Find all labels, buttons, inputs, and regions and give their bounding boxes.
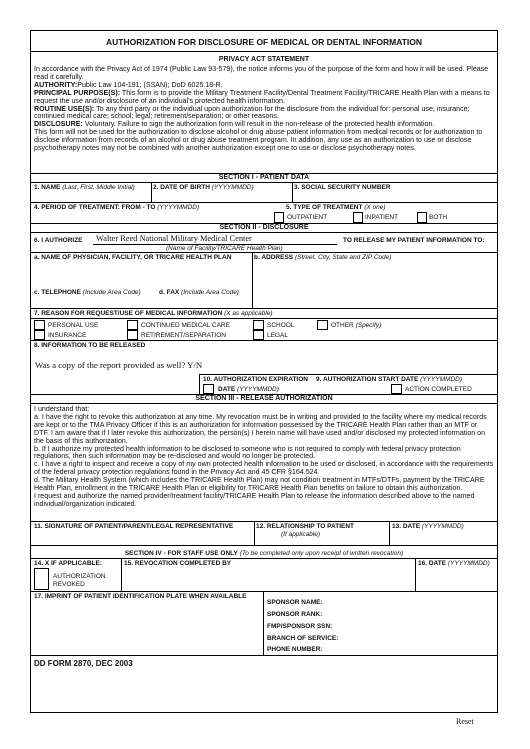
continued-care-checkbox[interactable] [127,320,138,330]
relationship-input[interactable] [257,539,385,544]
terms-request: I request and authorize the named provider/treatment facility/TRICARE Health Plan to release the information described above to the named individual/organization indicated. [34,491,475,508]
imprint-area[interactable] [34,602,259,653]
revoked-checkbox[interactable] [34,568,49,590]
expiration-date-label: DATE (YYYYMMDD) [218,386,279,393]
period-label: 4. PERIOD OF TREATMENT: FROM - TO (YYYYMMDD) [34,204,200,211]
start-date-label: 9. AUTHORIZATION START DATE (YYYYMMDD) [316,376,463,383]
legal-label: LEGAL [267,332,288,339]
branch-label: BRANCH OF SERVICE: [267,635,339,642]
date-16-label: 16. DATE (YYYYMMDD) [418,560,490,567]
reset-button[interactable]: Reset [456,717,474,726]
divider [31,403,497,404]
school-checkbox[interactable] [253,320,264,330]
info-released-label: 8. INFORMATION TO BE RELEASED [34,342,146,349]
purpose-line: PRINCIPAL PURPOSE(S): This form is to provide the Military Treatment Facility/Dental Treatment Facility/TRICARE Health Plan with a means to request the use and/or disclosure of an individual's protected health information. [34,88,490,105]
recipient-name-label: a. NAME OF PHYSICIAN, FACILITY, OR TRICARE HEALTH PLAN [34,254,232,261]
expiration-date-checkbox[interactable] [203,384,214,394]
insurance-checkbox[interactable] [34,330,45,340]
revoked-label: AUTHORIZATION REVOKED [53,573,106,588]
expiration-label: 10. AUTHORIZATION EXPIRATION [203,376,308,383]
form-title: AUTHORIZATION FOR DISCLOSURE OF MEDICAL OR DENTAL INFORMATION [105,37,423,47]
divider [31,521,497,522]
outpatient-label: OUTPATIENT [287,214,328,221]
relationship-label: 12. RELATIONSHIP TO PATIENT [256,523,354,530]
period-input[interactable] [34,213,279,222]
action-completed-label: ACTION COMPLETED [405,386,472,393]
ssn-label: 3. SOCIAL SECURITY NUMBER [294,184,391,191]
divider [199,374,497,375]
insurance-label: INSURANCE [48,332,87,339]
info-released-input[interactable]: Was a copy of the report provided as well? Y/N [35,360,203,370]
inpatient-checkbox[interactable] [353,212,363,223]
date-13-label: 13. DATE (YYYYMMDD) [392,523,464,530]
dob-label: 2. DATE OF BIRTH (YYYYMMDD) [153,184,254,191]
revoked-by-label: 15. REVOCATION COMPLETED BY [124,560,232,567]
divider [31,655,497,656]
routine-use-line: ROUTINE USE(S): To any third party or the individual upon authorization for the disclosure from the individual for: personal use; insurance; continued medical care; school; legal; retirement/separation; or other reasons. [34,104,470,121]
section1-heading: SECTION I - PATIENT DATA [218,174,310,181]
disclosure-line: DISCLOSURE: Voluntary. Failure to sign the authorization form will result in the non-release of the protected health information. [34,120,435,129]
divider [31,545,497,546]
reason-label: 7. REASON FOR REQUEST/USE OF MEDICAL INFORMATION (X as applicable) [34,310,273,317]
fax-input[interactable] [159,297,249,306]
retirement-label: RETIREMENT/SEPARATION [141,332,226,339]
section3-heading: SECTION III - RELEASE AUTHORIZATION [195,395,333,402]
ssn-input[interactable] [294,192,494,201]
terms-d: d. The Military Health System (which includes the TRICARE Health Plan) may not condition treatment in MTFs/DTFs, payment by the TRICARE Health Plan, enrollment in the TRICARE Health Plan or eligibility for TRICARE Health Plan benefits on failure to obtain this authorization. [34,476,485,493]
privacy-statement [34,66,494,153]
name-input[interactable] [34,192,149,201]
sponsor-rank-label: SPONSOR RANK: [267,611,323,618]
authorize-label: 6. I AUTHORIZE [34,237,83,244]
divider [31,202,497,203]
terms-b: b. If I authorize my protected health information to be disclosed to someone who is not required to comply with federal privacy protection regulations, then such information may be re-disclosed and would no longer be protected. [34,444,461,461]
relationship-hint: (If applicable) [281,531,321,538]
sponsor-name-label: SPONSOR NAME: [267,599,323,606]
personal-use-label: PERSONAL USE [48,322,99,329]
treatment-type-label: 5. TYPE OF TREATMENT (X one) [286,204,386,211]
authority-line: AUTHORITY:Public Law 104-191; (SSAN); DoD 6025.18-R. [34,80,223,89]
privacy-heading: PRIVACY ACT STATEMENT [218,56,310,63]
facility-input[interactable]: Walter Reed National Military Medical Center [93,234,337,245]
release-terms [34,406,494,509]
terms-a: a. I have the right to revoke this authorization at any time. My revocation must be in writing and provided to the facility where my medical records are kept or to the TMA Privacy Officer if this is an authorization for information possessed by the TRICARE Health Plan rather than an MTF or DTF. I am aware that if I later revoke this authorization, the person(s) I herein name will have used and/or disclosed my protected information on the basis of this authorization. [34,412,487,445]
retirement-checkbox[interactable] [127,330,138,340]
imprint-label: 17. IMPRINT OF PATIENT IDENTIFICATION PLATE WHEN AVAILABLE [34,593,247,600]
personal-use-checkbox[interactable] [34,320,45,330]
inpatient-label: INPATIENT [365,214,398,221]
x-if-applicable-label: 14. X IF APPLICABLE: [34,560,103,567]
facility-hint: (Name of Facility/TRICARE Health Plan) [166,245,283,252]
action-completed-checkbox[interactable] [391,384,402,394]
section2-heading: SECTION II - DISCLOSURE [219,224,309,231]
privacy-note: This form will not be used for the authorization to disclose alcohol or drug abuse patient information from medical records or for authorization to disclose information from records of an alcohol or drug abuse treatment program. In addition, any use as an authorization to use or disclose psychotherapy notes may not be combined with another authorization except one to use or disclose psychotherapy notes. [34,128,483,153]
legal-checkbox[interactable] [253,330,264,340]
dob-input[interactable] [153,192,289,201]
divider [31,318,497,319]
signature-input[interactable] [34,532,249,543]
date-13-input[interactable] [392,532,495,543]
both-checkbox[interactable] [417,212,427,223]
continued-care-label: CONTINUED MEDICAL CARE [141,322,230,329]
release-to-label: TO RELEASE MY PATIENT INFORMATION TO: [343,237,485,244]
privacy-intro: In accordance with the Privacy Act of 1974 (Public Law 93-579), the notice informs you of the purpose of the form and how it will be used. Please read it carefully. [34,65,489,81]
name-label: 1. NAME (Last, First, Middle Initial) [34,184,135,191]
school-label: SCHOOL [267,322,295,329]
address-input[interactable] [255,263,495,307]
revoked-by-input[interactable] [124,569,412,589]
telephone-label: c. TELEPHONE (Include Area Code) [34,289,141,296]
form-id: DD FORM 2870, DEC 2003 [34,659,133,668]
section4-heading: SECTION IV - FOR STAFF USE ONLY (To be completed only upon receipt of written revocation) [124,550,404,557]
address-label: b. ADDRESS (Street, City, State and ZIP Code) [254,254,392,261]
both-label: BOTH [429,214,448,221]
telephone-input[interactable] [34,297,154,306]
phone-label: PHONE NUMBER: [267,646,323,653]
authorization-form [30,30,498,713]
divider [31,232,497,233]
divider [31,340,497,341]
date-16-input[interactable] [418,569,495,589]
divider [31,558,497,559]
terms-intro: I understand that: [34,405,90,413]
other-label: OTHER (Specify) [331,322,382,329]
divider [31,51,497,52]
other-specify-input[interactable] [369,321,495,329]
signature-label: 11. SIGNATURE OF PATIENT/PARENT/LEGAL REPRESENTATIVE [34,523,234,530]
divider [31,182,497,183]
divider [31,308,497,309]
fax-label: d. FAX (Include Area Code) [159,289,239,296]
terms-c: c. I have a right to inspect and receive a copy of my own protected health information to be used or disclosed, in accordance with the requirements of the federal privacy protection regulations found in the Privacy Act and 45 CFR §164.524. [34,460,494,477]
divider [31,591,497,592]
other-checkbox[interactable] [317,320,328,330]
fmp-ssn-label: FMP/SPONSOR SSN: [267,623,333,630]
divider [31,252,497,253]
outpatient-checkbox[interactable] [274,212,284,223]
